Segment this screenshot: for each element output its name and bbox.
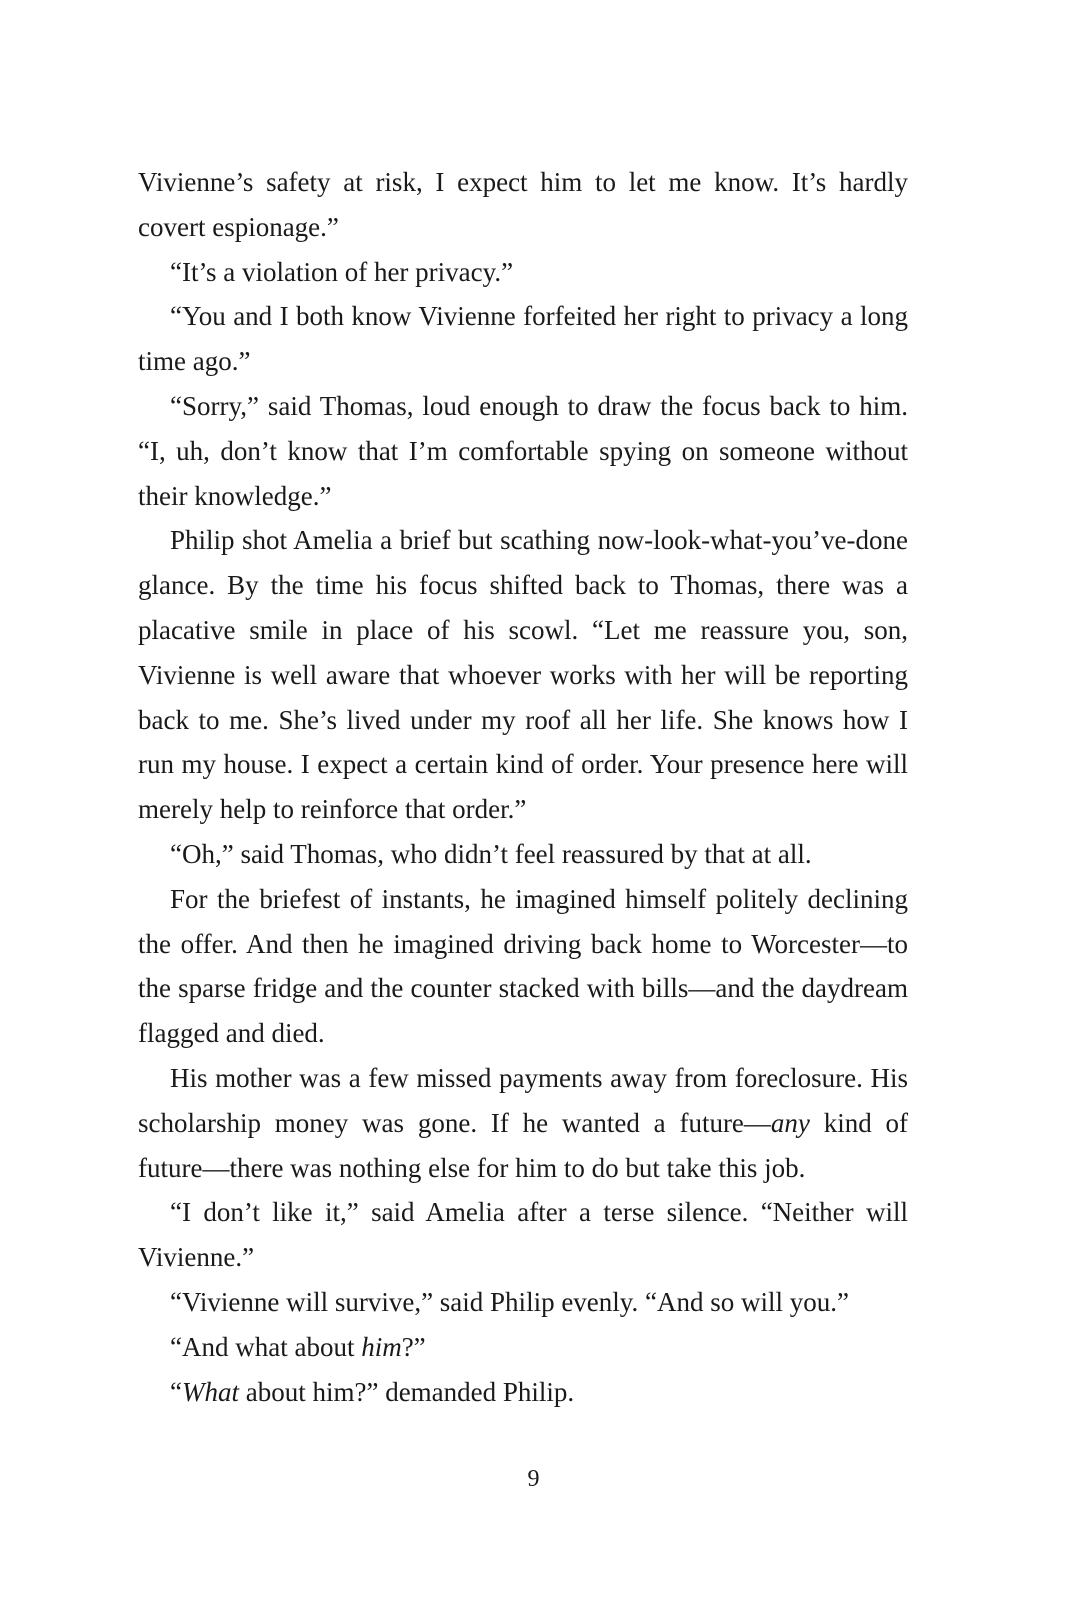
paragraph: “You and I both know Vivienne forfeited her right to privacy a long time ago.” — [138, 301, 908, 377]
paragraph — [138, 1325, 908, 1370]
paragraph-text: ?” — [401, 1331, 426, 1362]
paragraph: “It’s a violation of her privacy.” — [170, 256, 514, 287]
paragraph-text: about him?” demanded Philip. — [238, 1376, 575, 1407]
page-number: 9 — [527, 1466, 540, 1492]
paragraph — [138, 1370, 908, 1415]
paragraph: Vivienne’s safety at risk, I expect him to let me know. It’s hardly covert espionage.” — [138, 167, 908, 242]
emphasis: him — [361, 1331, 402, 1362]
paragraph: For the briefest of instants, he imagined himself politely declining the offer. And then he imagined driving back home to Worcester—to the sparse fridge and the counter stacked with bills—and the daydream flagged and died. — [138, 883, 908, 1049]
paragraph-text: “ — [170, 1376, 182, 1407]
emphasis: What — [181, 1376, 239, 1407]
paragraph-text: His mother was a few missed payments away from foreclosure. His scholarship money was gone. If he wanted a future— — [138, 1062, 908, 1138]
paragraph: “Oh,” said Thomas, who didn’t feel reassured by that at all. — [170, 838, 812, 869]
emphasis: any — [770, 1107, 810, 1138]
paragraph: “Sorry,” said Thomas, loud enough to draw the focus back to him. “I, uh, don’t know that I’m comfortable spying on someone without their knowledge.” — [138, 390, 908, 511]
paragraph-text: “And what about — [170, 1331, 362, 1362]
paragraph-text: kind of future—there was nothing else for him to do but take this job. — [138, 1107, 908, 1183]
body-text — [138, 160, 908, 1414]
paragraph — [138, 1056, 908, 1190]
paragraph: Philip shot Amelia a brief but scathing now-look-what-you’ve-done glance. By the time his focus shifted back to Thomas, there was a placative smile in place of his scowl. “Let me reassure you, son, Vivienne is well aware that whoever works with her will be reporting back to me. She’s lived under my roof all her life. She knows how I run my house. I expect a certain kind of order. Your presence here will merely help to reinforce that order.” — [138, 525, 908, 825]
paragraph: “Vivienne will survive,” said Philip evenly. “And so will you.” — [170, 1286, 850, 1317]
paragraph: “I don’t like it,” said Amelia after a terse silence. “Neither will Vivienne.” — [138, 1197, 908, 1273]
